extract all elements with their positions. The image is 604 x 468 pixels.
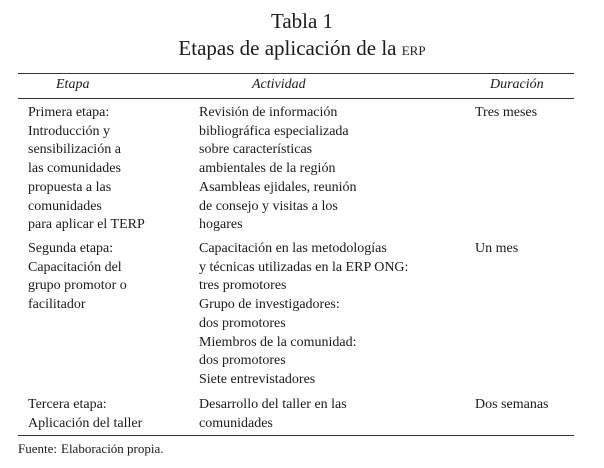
column-header-etapa: Etapa [56, 77, 90, 92]
row-2-actividad-line: dos promotores [199, 353, 286, 369]
table-subtitle [0, 36, 604, 61]
row-1-actividad-line: hogares [199, 217, 243, 233]
row-2-etapa-line: Capacitación del [28, 259, 122, 275]
row-2-actividad-line: Miembros de la comunidad: [199, 334, 357, 350]
column-header-actividad: Actividad [252, 77, 306, 92]
row-2-actividad-line: Siete entrevistadores [199, 371, 316, 387]
row-1-actividad-line: de consejo y visitas a los [199, 198, 338, 214]
row-2-etapa-line: grupo promotor o [28, 278, 127, 294]
row-1-etapa-cell [28, 104, 145, 235]
row-1-actividad-line: bibliográfica especializada [199, 123, 349, 139]
row-1-etapa-line: Primera etapa: [28, 105, 110, 120]
row-1-actividad-line: ambientales de la región [199, 161, 336, 177]
row-2-etapa-cell [28, 240, 127, 315]
row-1-duracion-cell: Tres meses [475, 105, 538, 120]
row-3-etapa-line: Aplicación del taller [28, 415, 143, 431]
table-subtitle-abbr: erp [401, 39, 426, 59]
row-2-actividad-line: y técnicas utilizadas en la ERP ONG: [199, 259, 409, 275]
row-2-etapa-line: Segunda etapa: [28, 241, 114, 256]
row-3-actividad-line: Desarrollo del taller en las [199, 397, 347, 412]
row-3-actividad-line: comunidades [199, 415, 273, 431]
table-title: Tabla 1 [270, 9, 334, 33]
row-1-actividad-line: sobre características [199, 142, 313, 158]
row-2-etapa-line: facilitador [28, 297, 86, 313]
row-1-actividad-line: Asambleas ejidales, reunión [199, 179, 357, 195]
row-1-etapa-line: para aplicar el TERP [28, 217, 145, 233]
table-source-note [18, 440, 168, 458]
row-2-actividad-line: tres promotores [199, 278, 287, 294]
column-header-duracion: Duración [490, 77, 544, 92]
source-label: Fuente: [18, 441, 57, 456]
row-1-etapa-line: Introducción y [28, 123, 111, 139]
row-1-actividad-line: Revisión de información [199, 105, 338, 120]
row-1-etapa-line: sensibilización a [28, 142, 121, 158]
row-3-etapa-line: Tercera etapa: [28, 397, 107, 412]
row-2-actividad-cell [199, 240, 408, 390]
row-1-actividad-cell [199, 104, 356, 235]
source-text: Elaboración propia. [61, 441, 164, 456]
table-bottom-rule [18, 435, 574, 436]
row-2-actividad-line: Capacitación en las metodologías [199, 241, 387, 256]
row-1-etapa-line: comunidades [28, 198, 102, 214]
table-top-rule [18, 73, 574, 74]
row-3-etapa-cell [28, 396, 142, 433]
row-2-duracion-cell: Un mes [475, 241, 519, 256]
row-2-actividad-line: Grupo de investigadores: [199, 297, 340, 313]
row-1-etapa-line: propuesta a las [28, 179, 112, 195]
table-header-rule [18, 98, 574, 99]
table-subtitle-main: Etapas de aplicación de la [178, 36, 397, 60]
row-3-duracion-cell: Dos semanas [475, 397, 549, 412]
row-2-actividad-line: dos promotores [199, 315, 286, 331]
row-1-etapa-line: las comunidades [28, 161, 121, 177]
row-3-actividad-cell [199, 396, 347, 433]
